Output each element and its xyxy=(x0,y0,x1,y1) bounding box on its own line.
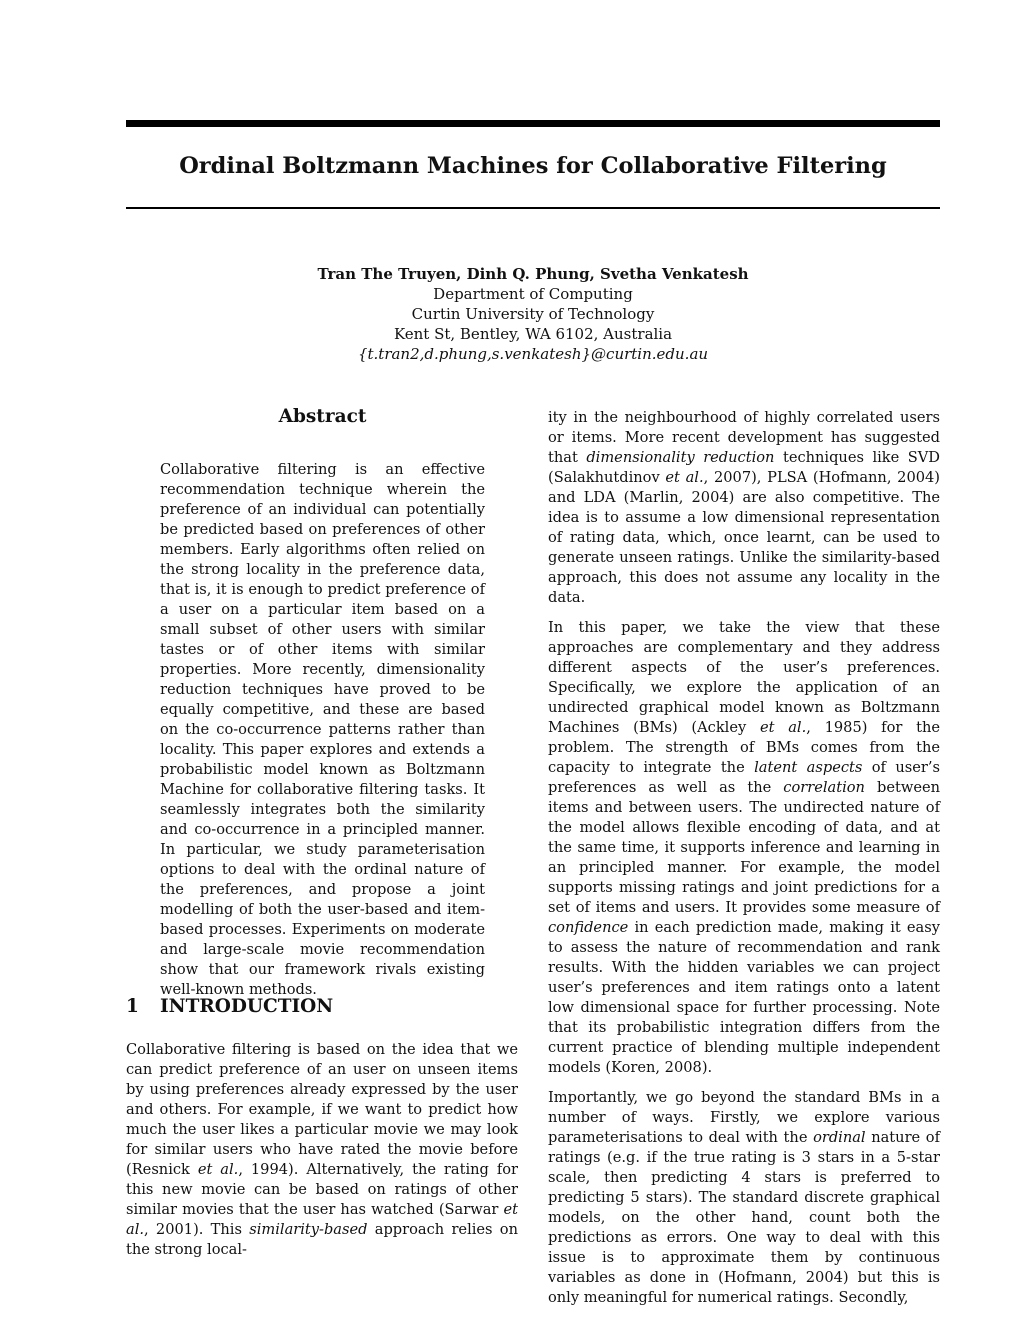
address: Kent St, Bentley, WA 6102, Australia xyxy=(393,325,673,343)
department: Department of Computing xyxy=(433,285,633,303)
author-block xyxy=(126,264,940,364)
section-title: INTRODUCTION xyxy=(160,996,334,1017)
right-column xyxy=(548,408,940,1318)
intro-paragraph-1: Collaborative filtering is based on the idea that we can predict preference of an user on unseen items by using preferences already expressed by the user and others. For example, if we want to predict how much the user likes a particular movie we may look for similar users who have rated the movie before (Resnick et al., 1994). Alternatively, the rating for this new movie can be based on ratings of other similar movies that the user has watched (Sarwar et al., 2001). This similarity-based approach relies on the strong local- xyxy=(126,1041,518,1258)
abstract-heading: Abstract xyxy=(278,406,367,427)
section-heading xyxy=(126,994,518,1020)
university: Curtin University of Technology xyxy=(411,305,655,323)
intro-paragraph-4: Importantly, we go beyond the standard BMs in a number of ways. Firstly, we explore various parameterisations to deal with the ordinal nature of ratings (e.g. if the true rating is 3 stars in a 5-star scale, then predicting 4 stars is preferred to predicting 5 stars). The standard discrete graphical models, on the other hand, count both the predictions as errors. One way to deal with this issue is to approximate them by continuous variables as done in (Hofmann, 2004) but this is only meaningful for numerical ratings. Secondly, xyxy=(548,1089,940,1306)
intro-paragraph-3: In this paper, we take the view that these approaches are complementary and they address different aspects of the user’s preferences. Specifically, we explore the application of an undirected graphical model known as Boltzmann Machines (BMs) (Ackley et al., 1985) for the problem. The strength of BMs comes from the capacity to integrate the latent aspects of user’s preferences as well as the correlation between items and between users. The undirected nature of the model allows flexible encoding of data, and at the same time, it supports inference and learning in an principled manner. For example, the model supports missing ratings and joint predictions for a set of items and users. It provides some measure of confidence in each prediction made, making it easy to assess the nature of recommendation and rank results. With the hidden variables we can project user’s preferences and item ratings onto a latent low dimensional space for further processing. Note that its probabilistic integration differs from the current practice of blending multiple independent models (Koren, 2008). xyxy=(548,619,940,1076)
email: {t.tran2,d.phung,s.venkatesh}@curtin.edu.au xyxy=(357,345,709,363)
abstract-section xyxy=(160,404,485,1000)
intro-paragraph-2: ity in the neighbourhood of highly correlated users or items. More recent development has suggested that dimensionality reduction techniques like SVD (Salakhutdinov et al., 2007), PLSA (Hofmann, 2004) and LDA (Marlin, 2004) are also competitive. The idea is to assume a low dimensional representation of rating data, which, once learnt, can be used to generate unseen ratings. Unlike the similarity-based approach, this does not assume any locality in the data. xyxy=(548,409,940,606)
author-names: Tran The Truyen, Dinh Q. Phung, Svetha Venkatesh xyxy=(317,265,749,283)
title-bottom-rule xyxy=(126,207,940,209)
title-top-rule xyxy=(126,120,940,127)
paper-title: Ordinal Boltzmann Machines for Collaborative Filtering xyxy=(179,153,887,179)
abstract-text: Collaborative filtering is an effective recommendation technique wherein the preference of an individual can potentially be predicted based on preferences of other members. Early algorithms often relied on the strong locality in the preference data, that is, it is enough to predict preference of a user on a particular item based on a small subset of other users with similar tastes or of other items with similar properties. More recently, dimensionality reduction techniques have proved to be equally competitive, and these are based on the co-occurrence patterns rather than locality. This paper explores and extends a probabilistic model known as Boltzmann Machine for collaborative filtering tasks. It seamlessly integrates both the similarity and co-occurrence in a principled manner. In particular, we study parameterisation options to deal with the ordinal nature of the preferences, and propose a joint modelling of both the user-based and item-based processes. Experiments on moderate and large-scale movie recommendation show that our framework rivals existing well-known methods. xyxy=(160,461,485,998)
section-number: 1 xyxy=(126,996,139,1017)
